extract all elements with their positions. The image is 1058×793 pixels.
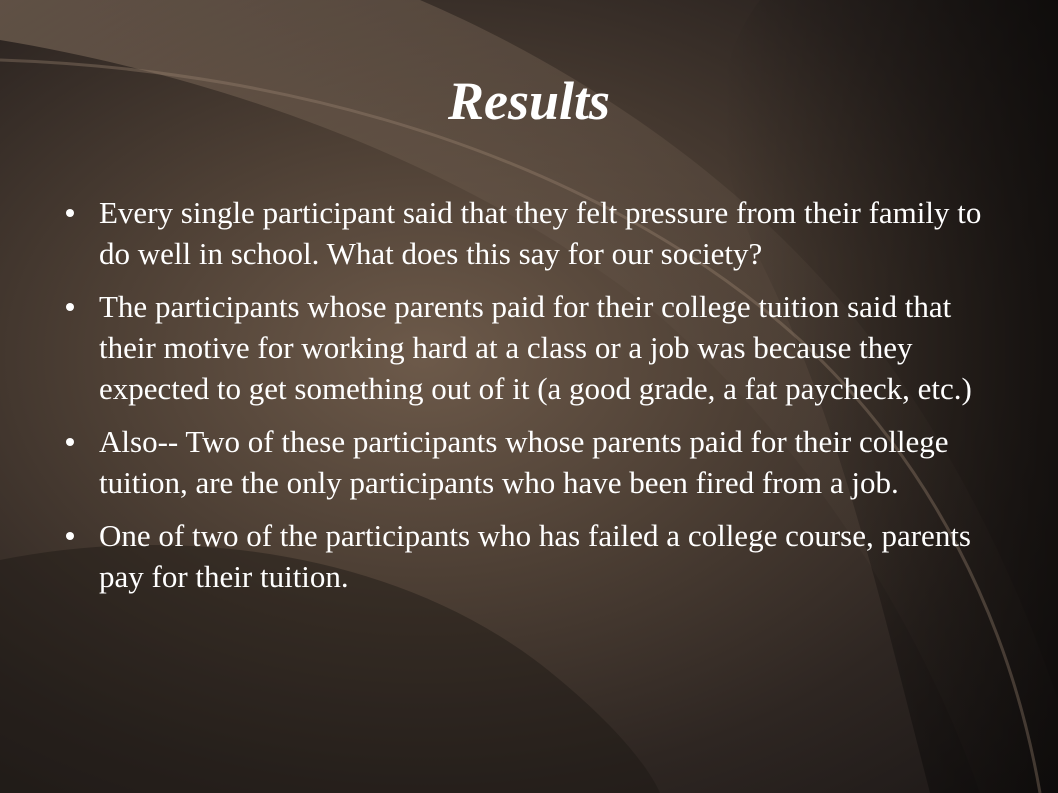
bullet-item <box>60 421 1005 503</box>
bullet-text: The participants whose parents paid for their college tuition said that their motive for working hard at a class or a job was because they expected to get something out of it (a good grade, a fat paycheck, etc.) <box>99 289 972 406</box>
bullet-dot-icon <box>66 532 74 540</box>
bullet-item <box>60 515 1005 597</box>
bullet-dot-icon <box>66 209 74 217</box>
bullet-text: Every single participant said that they felt pressure from their family to do well in school. What does this say for our society? <box>99 195 982 271</box>
bullet-item <box>60 286 1005 409</box>
bullet-item <box>60 192 1005 274</box>
bullet-list <box>60 192 1005 609</box>
bullet-text: One of two of the participants who has failed a college course, parents pay for their tuition. <box>99 518 971 594</box>
bullet-dot-icon <box>66 438 74 446</box>
slide-title: Results <box>447 71 611 131</box>
bullet-dot-icon <box>66 303 74 311</box>
bullet-text: Also-- Two of these participants whose parents paid for their college tuition, are the only participants who have been fired from a job. <box>99 424 949 500</box>
